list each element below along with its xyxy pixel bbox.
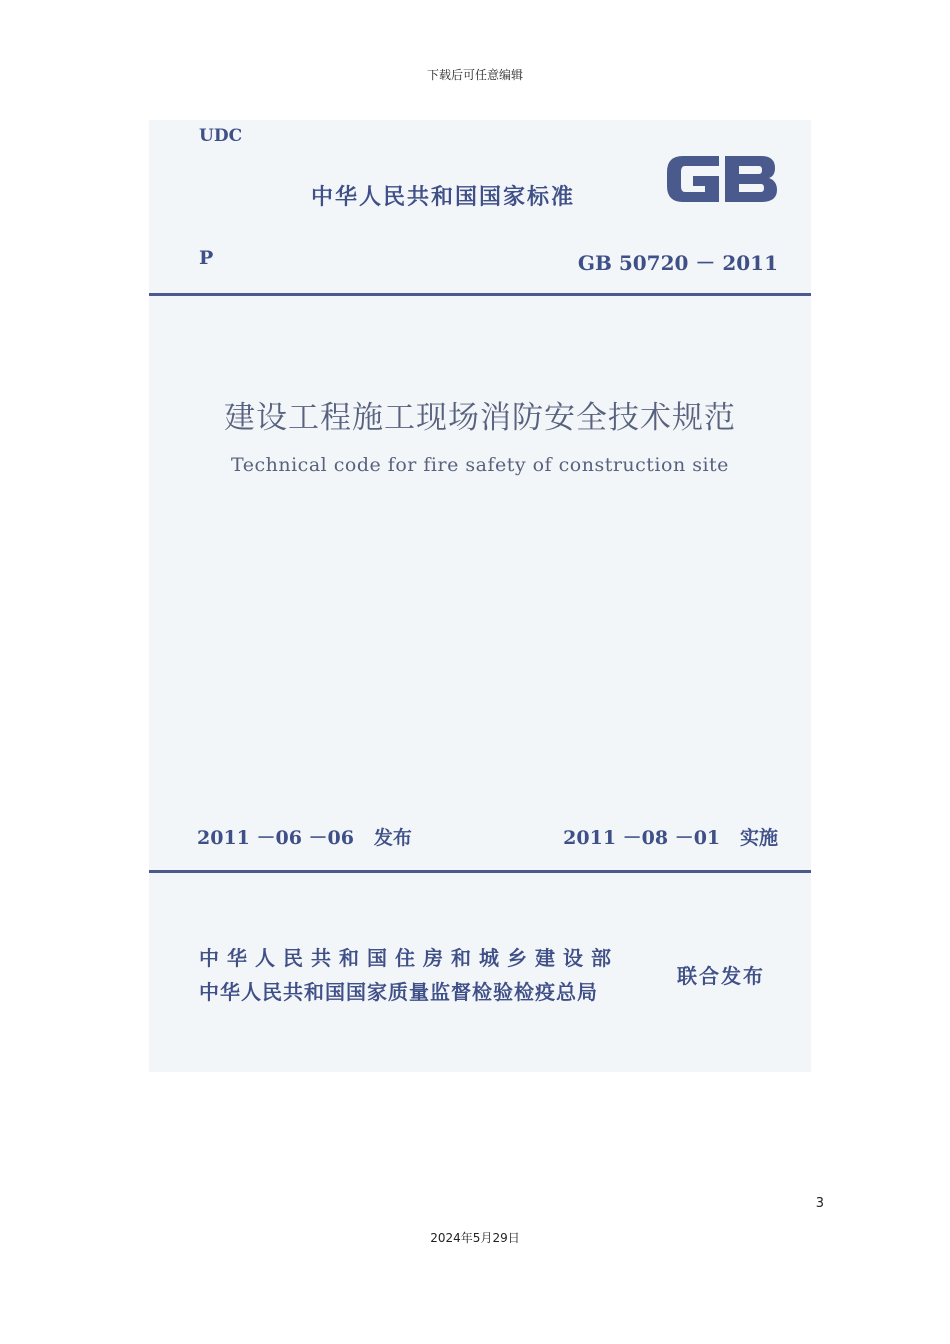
classification-code: P	[199, 247, 214, 269]
bottom-divider	[149, 870, 811, 873]
page-header: 下载后可任意编辑	[426, 68, 523, 82]
standard-cover	[149, 120, 811, 1072]
joint-issue-label: 联合发布	[677, 964, 765, 988]
gb-logo	[661, 146, 781, 210]
issuer-aqsiq: 中华人民共和国国家质量监督检验检疫总局	[199, 980, 598, 1004]
standard-number: GB 50720 － 2011	[577, 251, 778, 275]
page-footer-date: 2024年5月29日	[430, 1231, 520, 1245]
national-standard-heading: 中华人民共和国国家标准	[311, 185, 576, 210]
title-chinese: 建设工程施工现场消防安全技术规范	[224, 400, 736, 436]
issuer-ministry-housing: 中华人民共和国住房和城乡建设部	[199, 946, 619, 970]
top-divider	[149, 293, 811, 296]
page-number: 3	[815, 1196, 824, 1211]
issue-date: 2011 －06 －06 发布	[197, 827, 412, 849]
implementation-date: 2011 －08 －01 实施	[563, 827, 778, 849]
title-english: Technical code for fire safety of construction site	[231, 454, 729, 476]
gb-logo-text: GB	[721, 208, 723, 209]
udc-label: UDC	[199, 126, 243, 146]
